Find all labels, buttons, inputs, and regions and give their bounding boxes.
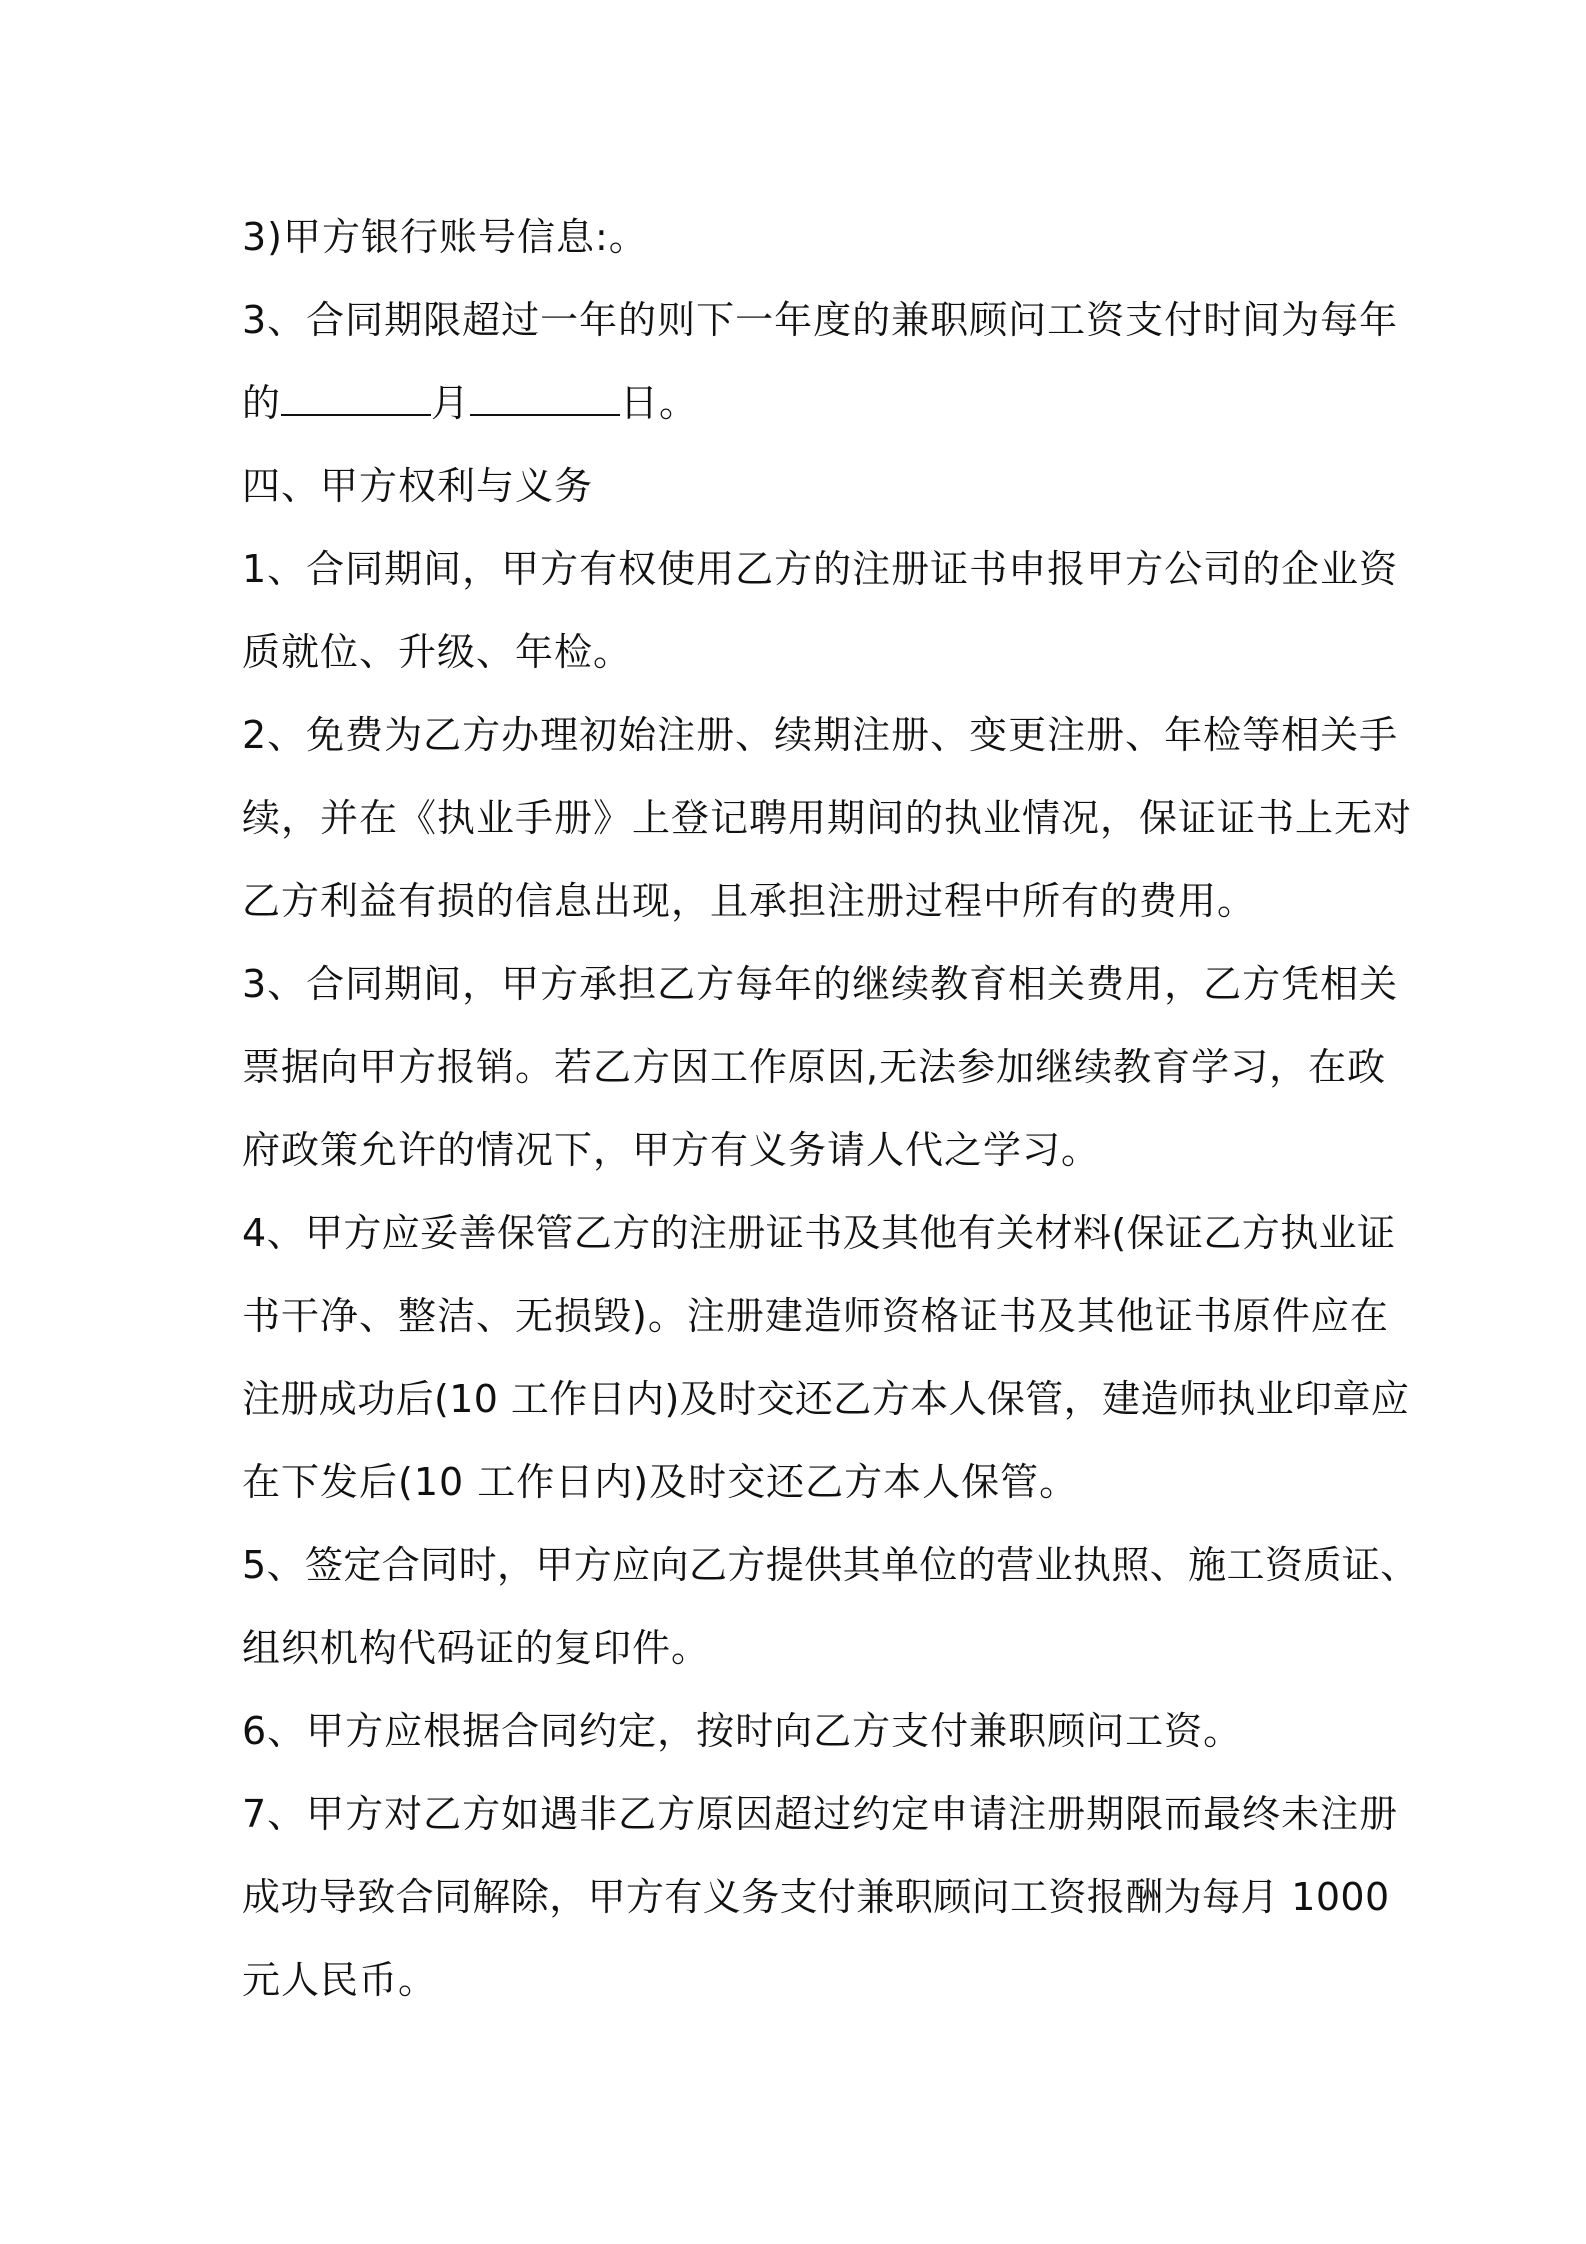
text-line-item-3b: 票据向甲方报销。若乙方因工作原因,无法参加继续教育学习，在政 <box>242 1045 1387 1089</box>
day-blank <box>470 380 620 416</box>
text-line-item-4d: 在下发后(10 工作日内)及时交还乙方本人保管。 <box>242 1460 1079 1504</box>
text-line-item-7c: 元人民币。 <box>242 1958 438 2002</box>
text-line-item-1b: 质就位、升级、年检。 <box>242 630 633 674</box>
text-line-item-7b: 成功导致合同解除，甲方有义务支付兼职顾问工资报酬为每月 1000 <box>242 1875 1390 1919</box>
text-line-clause-3-payment: 3、合同期限超过一年的则下一年度的兼职顾问工资支付时间为每年 <box>242 298 1399 342</box>
text-line-item-5a: 5、签定合同时，甲方应向乙方提供其单位的营业执照、施工资质证、 <box>242 1543 1419 1587</box>
section-heading-party-a-rights: 四、甲方权利与义务 <box>242 464 594 508</box>
text-line-item-1a: 1、合同期间，甲方有权使用乙方的注册证书申报甲方公司的企业资 <box>242 547 1399 591</box>
text-line-item-5b: 组织机构代码证的复印件。 <box>242 1626 711 1670</box>
month-label: 月 <box>431 381 471 425</box>
day-label: 日。 <box>620 381 699 425</box>
text-line-item-4b: 书干净、整洁、无损毁)。注册建造师资格证书及其他证书原件应在 <box>242 1294 1389 1338</box>
text-line-item-3c: 府政策允许的情况下，甲方有义务请人代之学习。 <box>242 1128 1101 1172</box>
text-line-item-2c: 乙方利益有损的信息出现，且承担注册过程中所有的费用。 <box>242 879 1257 923</box>
text-line-item-6: 6、甲方应根据合同约定，按时向乙方支付兼职顾问工资。 <box>242 1709 1243 1753</box>
text-line-item-4c: 注册成功后(10 工作日内)及时交还乙方本人保管，建造师执业印章应 <box>242 1377 1410 1421</box>
text-line-date-fill <box>242 362 1372 445</box>
text-line-item-2a: 2、免费为乙方办理初始注册、续期注册、变更注册、年检等相关手 <box>242 713 1399 757</box>
text-line-item-4a: 4、甲方应妥善保管乙方的注册证书及其他有关材料(保证乙方执业证 <box>242 1211 1396 1255</box>
text-line-bank-info: 3)甲方银行账号信息:。 <box>242 215 648 259</box>
month-blank <box>281 380 431 416</box>
document-body <box>242 196 1419 2022</box>
text-line-item-2b: 续，并在《执业手册》上登记聘用期间的执业情况，保证证书上无对 <box>242 796 1413 840</box>
date-prefix: 的 <box>242 381 282 425</box>
text-line-item-3a: 3、合同期间，甲方承担乙方每年的继续教育相关费用，乙方凭相关 <box>242 962 1399 1006</box>
text-line-item-7a: 7、甲方对乙方如遇非乙方原因超过约定申请注册期限而最终未注册 <box>242 1792 1399 1836</box>
